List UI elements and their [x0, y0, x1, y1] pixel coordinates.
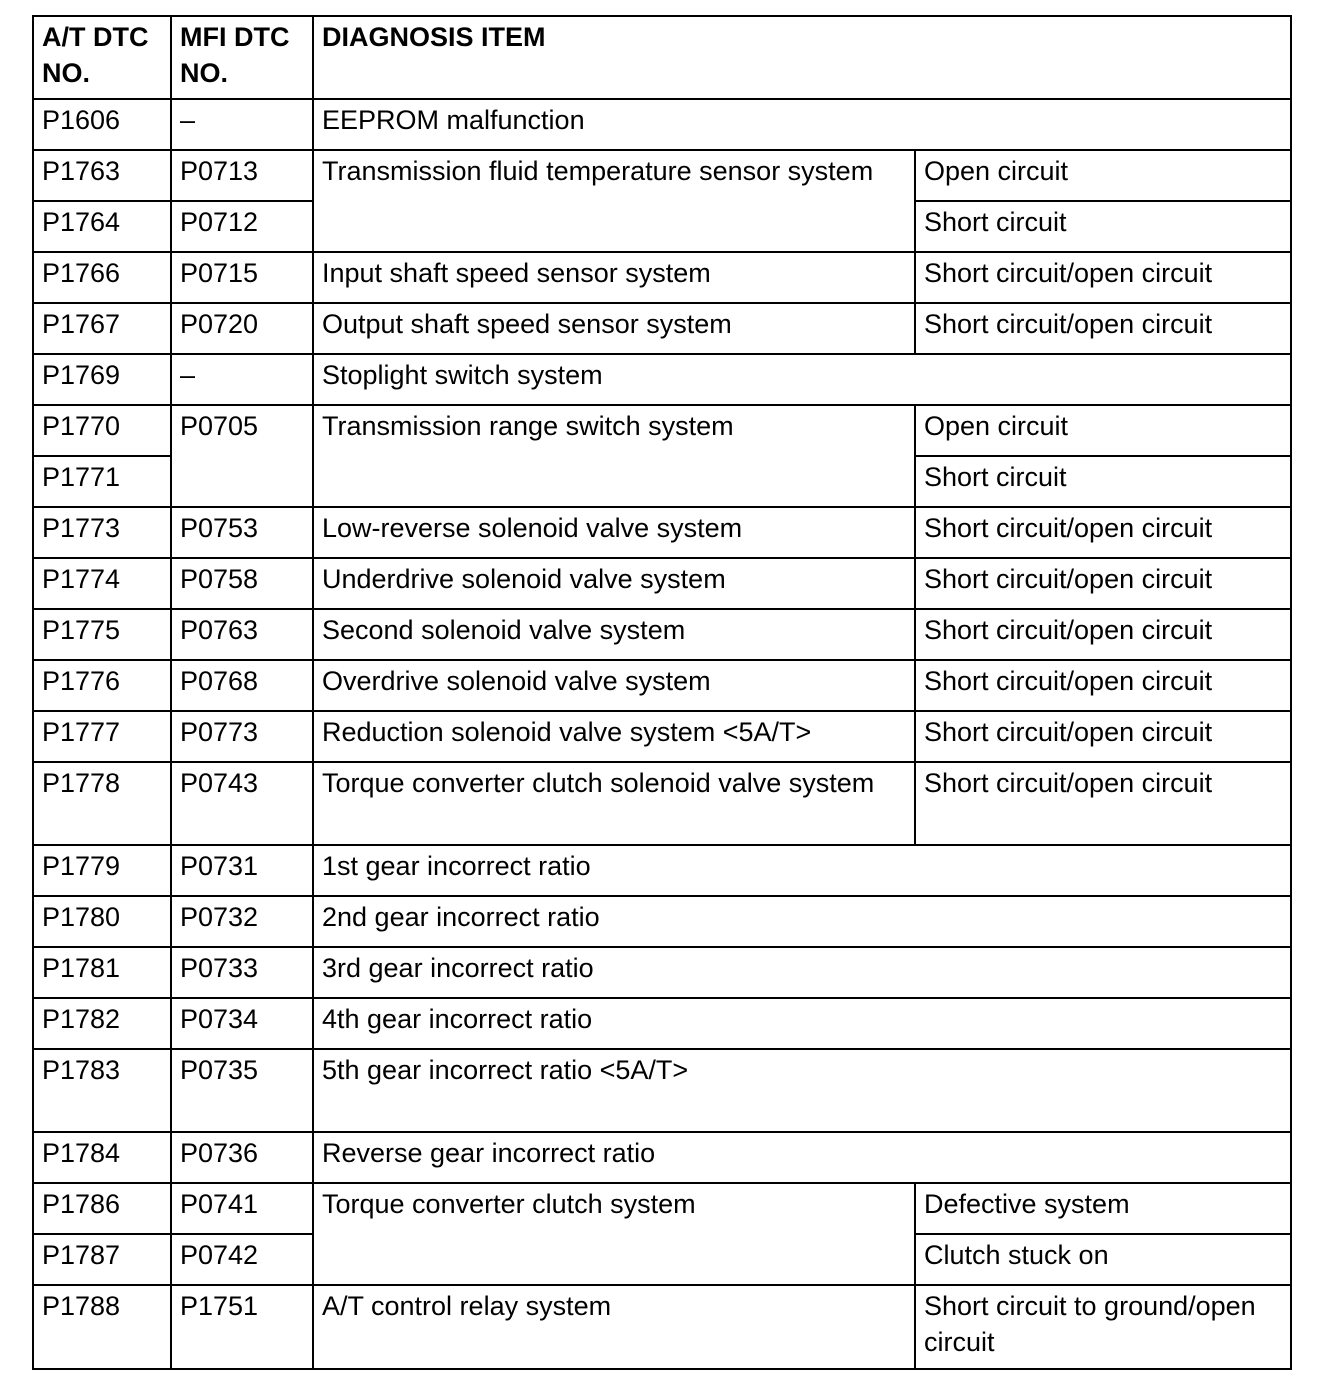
diagnosis-detail-cell: Short circuit/open circuit: [915, 303, 1291, 354]
table-row: [33, 252, 1291, 303]
mfi-dtc-cell: P0705: [171, 405, 313, 507]
mfi-dtc-cell: P0758: [171, 558, 313, 609]
diagnosis-detail-cell: Short circuit/open circuit: [915, 609, 1291, 660]
at-dtc-cell: P1778: [33, 762, 171, 845]
mfi-dtc-cell: P0735: [171, 1049, 313, 1132]
diagnosis-detail-cell: Open circuit: [915, 405, 1291, 456]
table-row: [33, 609, 1291, 660]
diagnosis-item-cell: Overdrive solenoid valve system: [313, 660, 915, 711]
diagnosis-item-cell: 2nd gear incorrect ratio: [313, 896, 1291, 947]
diagnosis-item-cell: Reduction solenoid valve system <5A/T>: [313, 711, 915, 762]
at-dtc-cell: P1771: [33, 456, 171, 507]
mfi-dtc-cell: P0741: [171, 1183, 313, 1234]
mfi-dtc-cell: P0763: [171, 609, 313, 660]
at-dtc-cell: P1769: [33, 354, 171, 405]
table-row: [33, 99, 1291, 150]
diagnosis-detail-cell: Short circuit/open circuit: [915, 507, 1291, 558]
diagnosis-detail-cell: Open circuit: [915, 150, 1291, 201]
diagnosis-detail-cell: Short circuit/open circuit: [915, 558, 1291, 609]
table-row: [33, 711, 1291, 762]
table-row: [33, 150, 1291, 201]
table-row: [33, 947, 1291, 998]
at-dtc-cell: P1788: [33, 1285, 171, 1369]
table-row: [33, 1285, 1291, 1369]
dtc-table: [32, 15, 1292, 1370]
at-dtc-cell: P1774: [33, 558, 171, 609]
at-dtc-cell: P1777: [33, 711, 171, 762]
mfi-dtc-cell: P0768: [171, 660, 313, 711]
mfi-dtc-cell: P0773: [171, 711, 313, 762]
at-dtc-cell: P1784: [33, 1132, 171, 1183]
mfi-dtc-cell: P0715: [171, 252, 313, 303]
diagnosis-item-cell: Torque converter clutch solenoid valve system: [313, 762, 915, 845]
diagnosis-item-cell: 1st gear incorrect ratio: [313, 845, 1291, 896]
diagnosis-detail-cell: Short circuit/open circuit: [915, 711, 1291, 762]
table-row: [33, 660, 1291, 711]
at-dtc-cell: P1770: [33, 405, 171, 456]
table-header-row: [33, 16, 1291, 99]
at-dtc-cell: P1787: [33, 1234, 171, 1285]
at-dtc-cell: P1776: [33, 660, 171, 711]
table-row: [33, 1049, 1291, 1132]
diagnosis-detail-cell: Short circuit: [915, 201, 1291, 252]
diagnosis-detail-cell: Short circuit: [915, 456, 1291, 507]
mfi-dtc-cell: P0742: [171, 1234, 313, 1285]
table-row: [33, 1132, 1291, 1183]
at-dtc-cell: P1767: [33, 303, 171, 354]
diagnosis-item-cell: Transmission fluid temperature sensor system: [313, 150, 915, 252]
table-row: [33, 354, 1291, 405]
at-dtc-cell: P1606: [33, 99, 171, 150]
diagnosis-item-cell: Transmission range switch system: [313, 405, 915, 507]
table-row: [33, 1183, 1291, 1234]
at-dtc-cell: P1786: [33, 1183, 171, 1234]
mfi-dtc-cell: P0736: [171, 1132, 313, 1183]
mfi-dtc-cell: P0753: [171, 507, 313, 558]
diagnosis-detail-cell: Short circuit/open circuit: [915, 762, 1291, 845]
header-at-dtc-no: A/T DTC NO.: [33, 16, 171, 99]
diagnosis-item-cell: Reverse gear incorrect ratio: [313, 1132, 1291, 1183]
at-dtc-cell: P1775: [33, 609, 171, 660]
at-dtc-cell: P1779: [33, 845, 171, 896]
diagnosis-detail-cell: Short circuit/open circuit: [915, 660, 1291, 711]
at-dtc-cell: P1780: [33, 896, 171, 947]
diagnosis-item-cell: 3rd gear incorrect ratio: [313, 947, 1291, 998]
diagnosis-item-cell: Stoplight switch system: [313, 354, 1291, 405]
diagnosis-detail-cell: Defective system: [915, 1183, 1291, 1234]
mfi-dtc-cell: P0734: [171, 998, 313, 1049]
diagnosis-item-cell: Underdrive solenoid valve system: [313, 558, 915, 609]
diagnosis-item-cell: Input shaft speed sensor system: [313, 252, 915, 303]
table-row: [33, 998, 1291, 1049]
at-dtc-cell: P1764: [33, 201, 171, 252]
at-dtc-cell: P1766: [33, 252, 171, 303]
diagnosis-item-cell: A/T control relay system: [313, 1285, 915, 1369]
mfi-dtc-cell: P1751: [171, 1285, 313, 1369]
diagnosis-detail-cell: Clutch stuck on: [915, 1234, 1291, 1285]
diagnosis-detail-cell: Short circuit to ground/open circuit: [915, 1285, 1291, 1369]
mfi-dtc-cell: P0733: [171, 947, 313, 998]
diagnosis-item-cell: EEPROM malfunction: [313, 99, 1291, 150]
table-row: [33, 896, 1291, 947]
diagnosis-item-cell: Second solenoid valve system: [313, 609, 915, 660]
diagnosis-item-cell: Torque converter clutch system: [313, 1183, 915, 1285]
at-dtc-cell: P1773: [33, 507, 171, 558]
mfi-dtc-cell: P0712: [171, 201, 313, 252]
mfi-dtc-cell: P0731: [171, 845, 313, 896]
mfi-dtc-cell: –: [171, 99, 313, 150]
mfi-dtc-cell: P0732: [171, 896, 313, 947]
at-dtc-cell: P1782: [33, 998, 171, 1049]
diagnosis-detail-cell: Short circuit/open circuit: [915, 252, 1291, 303]
at-dtc-cell: P1781: [33, 947, 171, 998]
table-row: [33, 507, 1291, 558]
table-row: [33, 762, 1291, 845]
diagnosis-item-cell: 4th gear incorrect ratio: [313, 998, 1291, 1049]
table-row: [33, 845, 1291, 896]
mfi-dtc-cell: –: [171, 354, 313, 405]
mfi-dtc-cell: P0713: [171, 150, 313, 201]
header-mfi-dtc-no: MFI DTC NO.: [171, 16, 313, 99]
at-dtc-cell: P1763: [33, 150, 171, 201]
table-row: [33, 405, 1291, 456]
mfi-dtc-cell: P0743: [171, 762, 313, 845]
table-row: [33, 558, 1291, 609]
diagnosis-item-cell: Output shaft speed sensor system: [313, 303, 915, 354]
at-dtc-cell: P1783: [33, 1049, 171, 1132]
mfi-dtc-cell: P0720: [171, 303, 313, 354]
header-diagnosis-item: DIAGNOSIS ITEM: [313, 16, 1291, 99]
diagnosis-item-cell: Low-reverse solenoid valve system: [313, 507, 915, 558]
table-row: [33, 303, 1291, 354]
diagnosis-item-cell: 5th gear incorrect ratio <5A/T>: [313, 1049, 1291, 1132]
